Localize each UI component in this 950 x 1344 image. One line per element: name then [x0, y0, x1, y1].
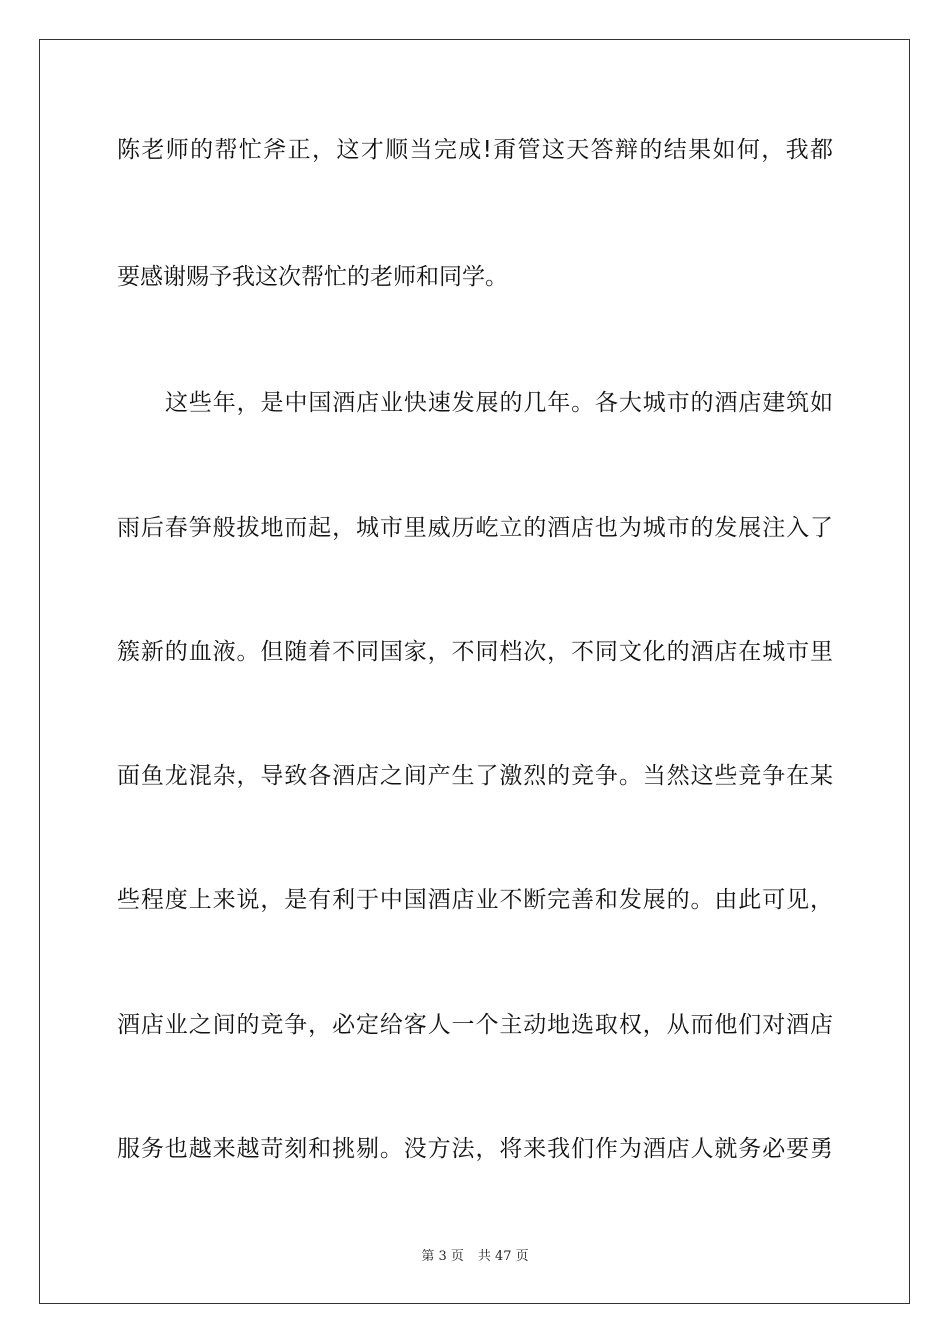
page-border — [39, 39, 910, 1304]
body-text-line: 酒店业之间的竞争，必定给客人一个主动地选取权，从而他们对酒店 — [117, 1012, 833, 1038]
body-text-line: 些程度上来说，是有利于中国酒店业不断完善和发展的。由此可见， — [117, 887, 833, 913]
page-number: 第 3 页 — [421, 1249, 464, 1264]
body-text-line: 面鱼龙混杂，导致各酒店之间产生了激烈的竞争。当然这些竞争在某 — [117, 763, 833, 789]
body-text-line: 这些年，是中国酒店业快速发展的几年。各大城市的酒店建筑如 — [165, 390, 833, 416]
body-text-line: 陈老师的帮忙斧正，这才顺当完成!甭管这天答辩的结果如何，我都 — [117, 137, 833, 163]
body-text-line: 簇新的血液。但随着不同国家，不同档次，不同文化的酒店在城市里 — [117, 639, 833, 665]
body-text-line: 雨后春笋般拔地而起，城市里威历屹立的酒店也为城市的发展注入了 — [117, 515, 833, 541]
body-text-line: 要感谢赐予我这次帮忙的老师和同学。 — [117, 264, 508, 290]
page-footer — [0, 1248, 950, 1266]
body-text-line: 服务也越来越苛刻和挑剔。没方法，将来我们作为酒店人就务必要勇 — [117, 1136, 833, 1162]
total-pages: 共 47 页 — [477, 1249, 529, 1264]
